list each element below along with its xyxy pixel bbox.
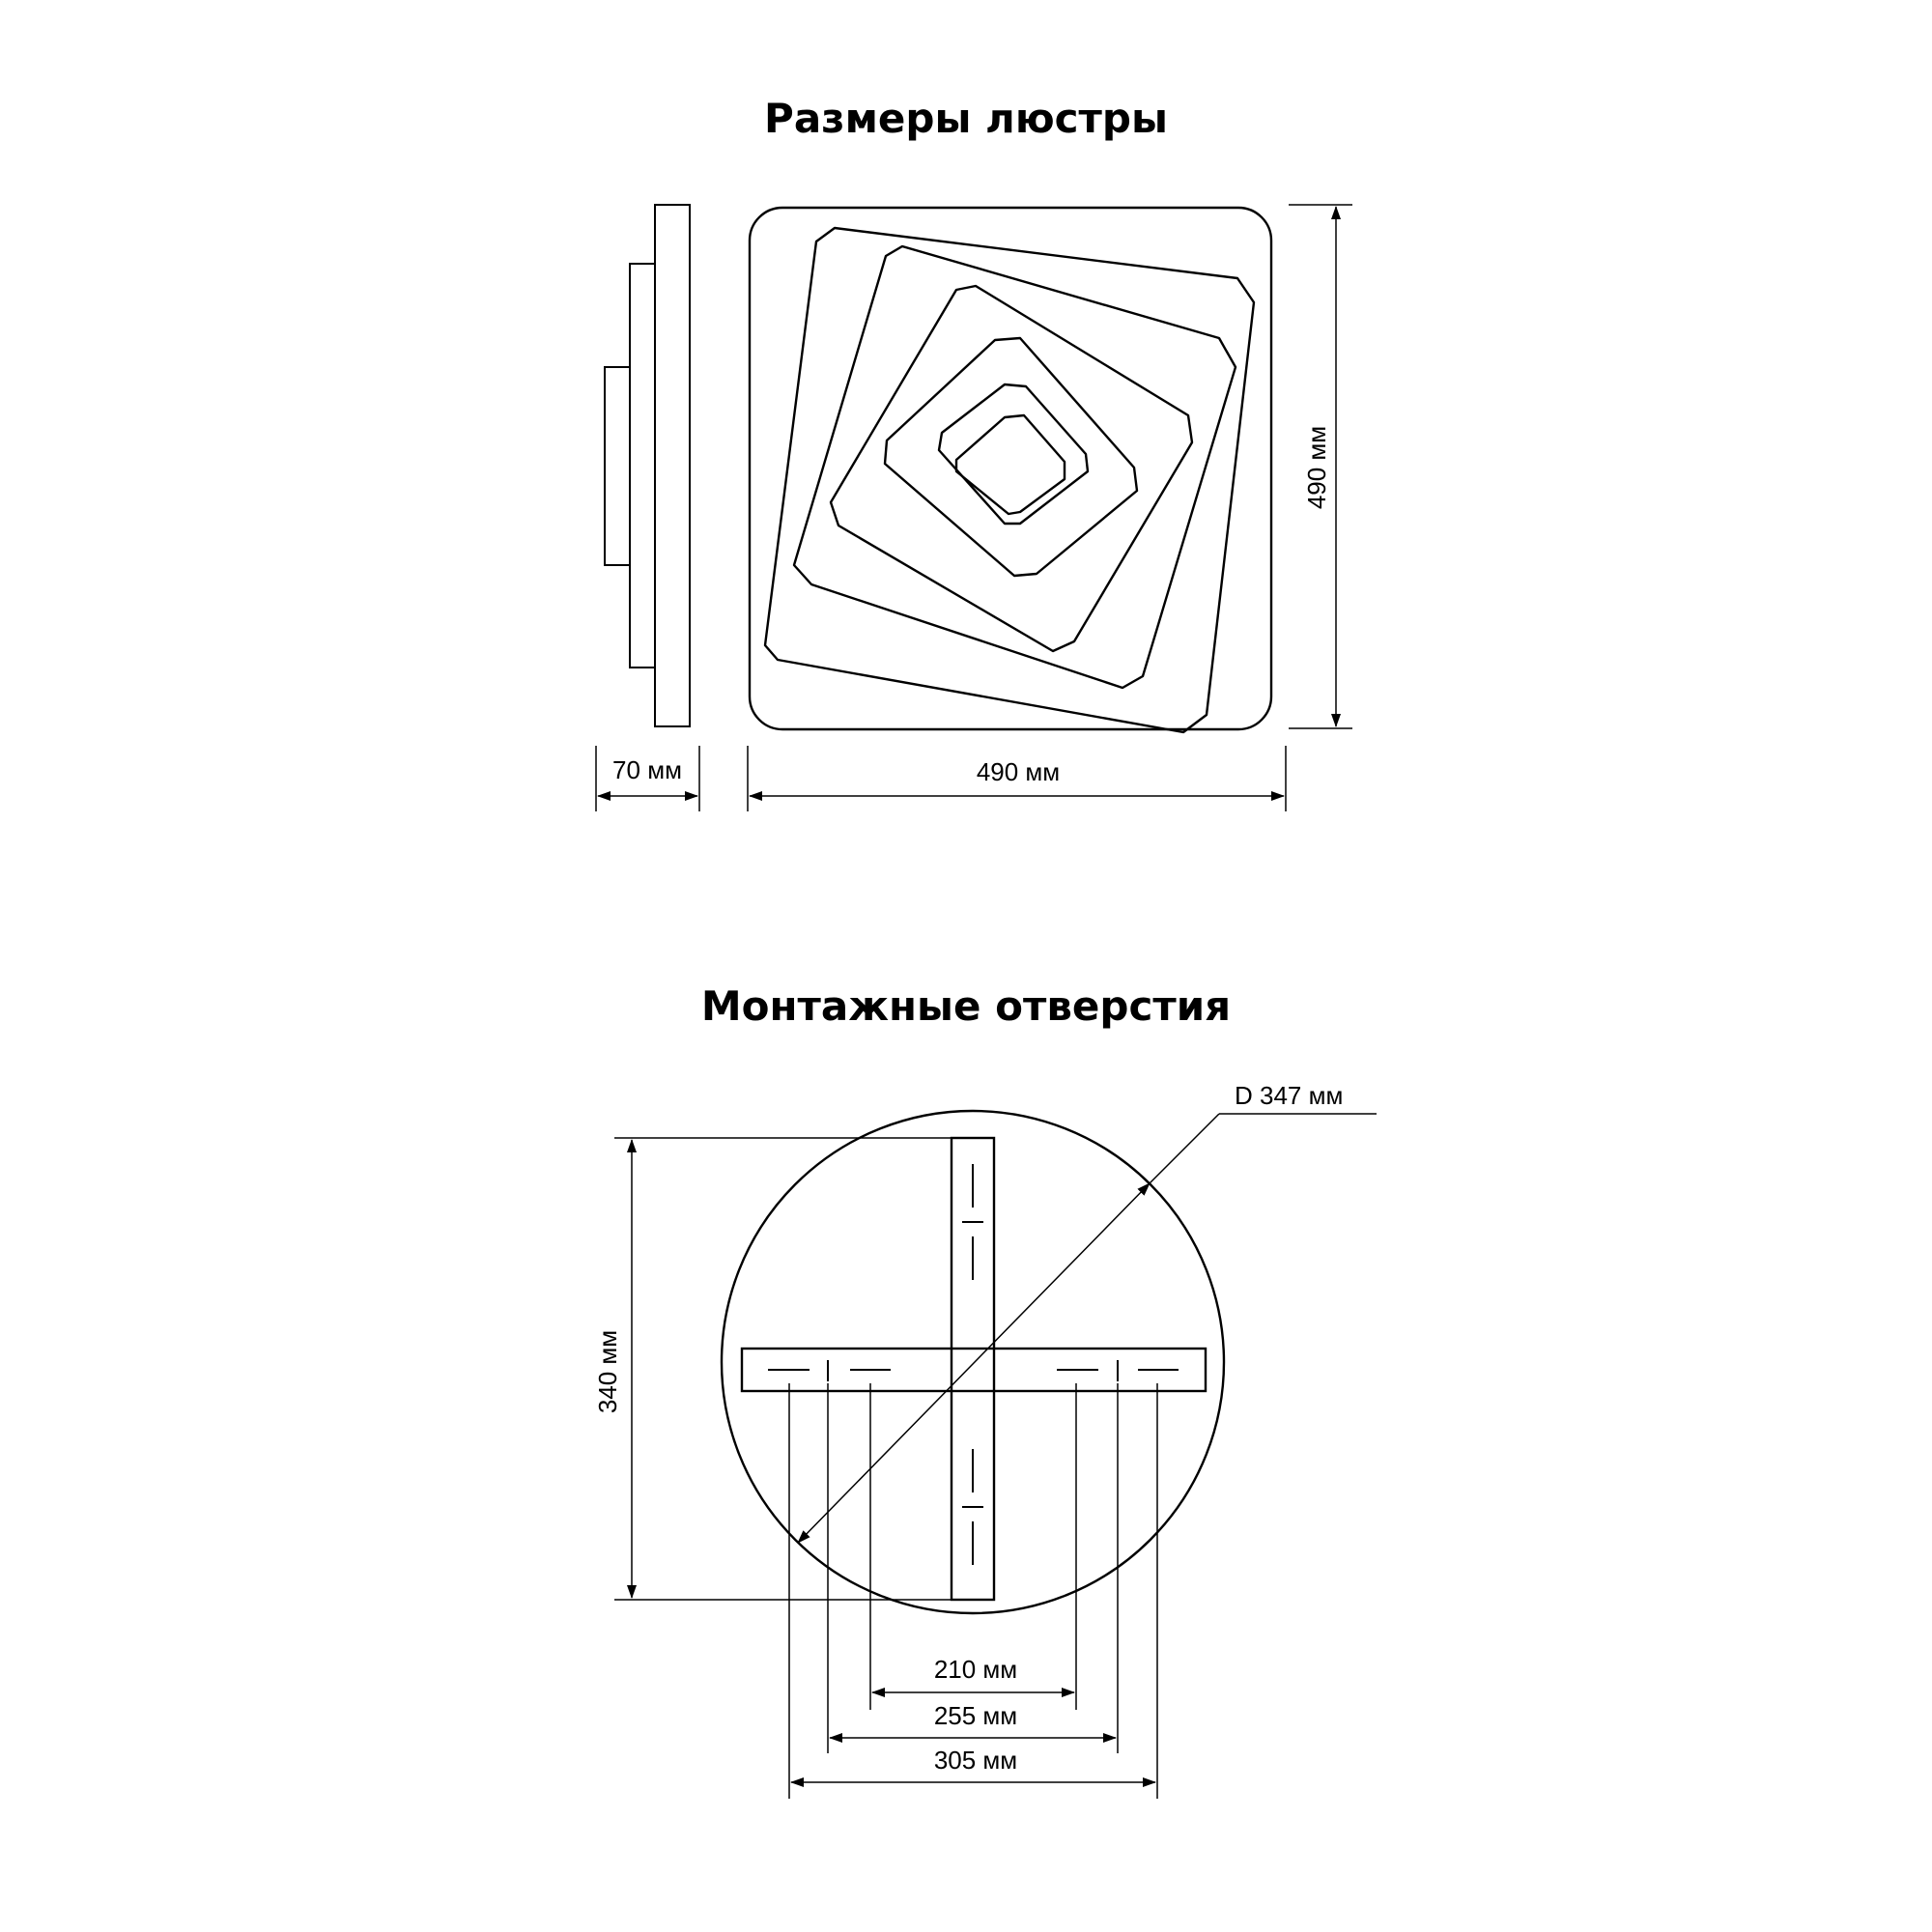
side-view bbox=[605, 205, 690, 726]
holes-middle-label: 255 мм bbox=[933, 1701, 1018, 1730]
holes-inner-label: 210 мм bbox=[933, 1655, 1018, 1684]
height-label: 490 мм bbox=[1302, 425, 1331, 510]
depth-label: 70 мм bbox=[612, 755, 682, 784]
mounting-view bbox=[722, 1111, 1224, 1613]
side-base-plate bbox=[655, 205, 690, 726]
spiral-square-3 bbox=[831, 286, 1192, 651]
side-layer-middle bbox=[630, 264, 655, 668]
title-chandelier-dimensions: Размеры люстры bbox=[764, 95, 1168, 142]
width-label: 490 мм bbox=[976, 757, 1061, 786]
mounting-dimension-lines bbox=[614, 1114, 1377, 1799]
top-dimension-lines bbox=[596, 205, 1352, 811]
diameter-label: D 347 мм bbox=[1235, 1081, 1344, 1110]
bracket-horizontal bbox=[742, 1349, 1206, 1391]
bracket-length-label: 340 мм bbox=[593, 1329, 622, 1414]
front-view bbox=[750, 208, 1271, 732]
spiral-square-1 bbox=[765, 228, 1254, 732]
spiral-square-4 bbox=[885, 338, 1137, 576]
side-layer-front bbox=[605, 367, 630, 565]
spiral-square-6 bbox=[956, 415, 1065, 514]
holes-outer-label: 305 мм bbox=[933, 1746, 1018, 1775]
title-mounting-holes: Монтажные отверстия bbox=[700, 982, 1232, 1030]
spiral-square-2 bbox=[794, 246, 1236, 688]
